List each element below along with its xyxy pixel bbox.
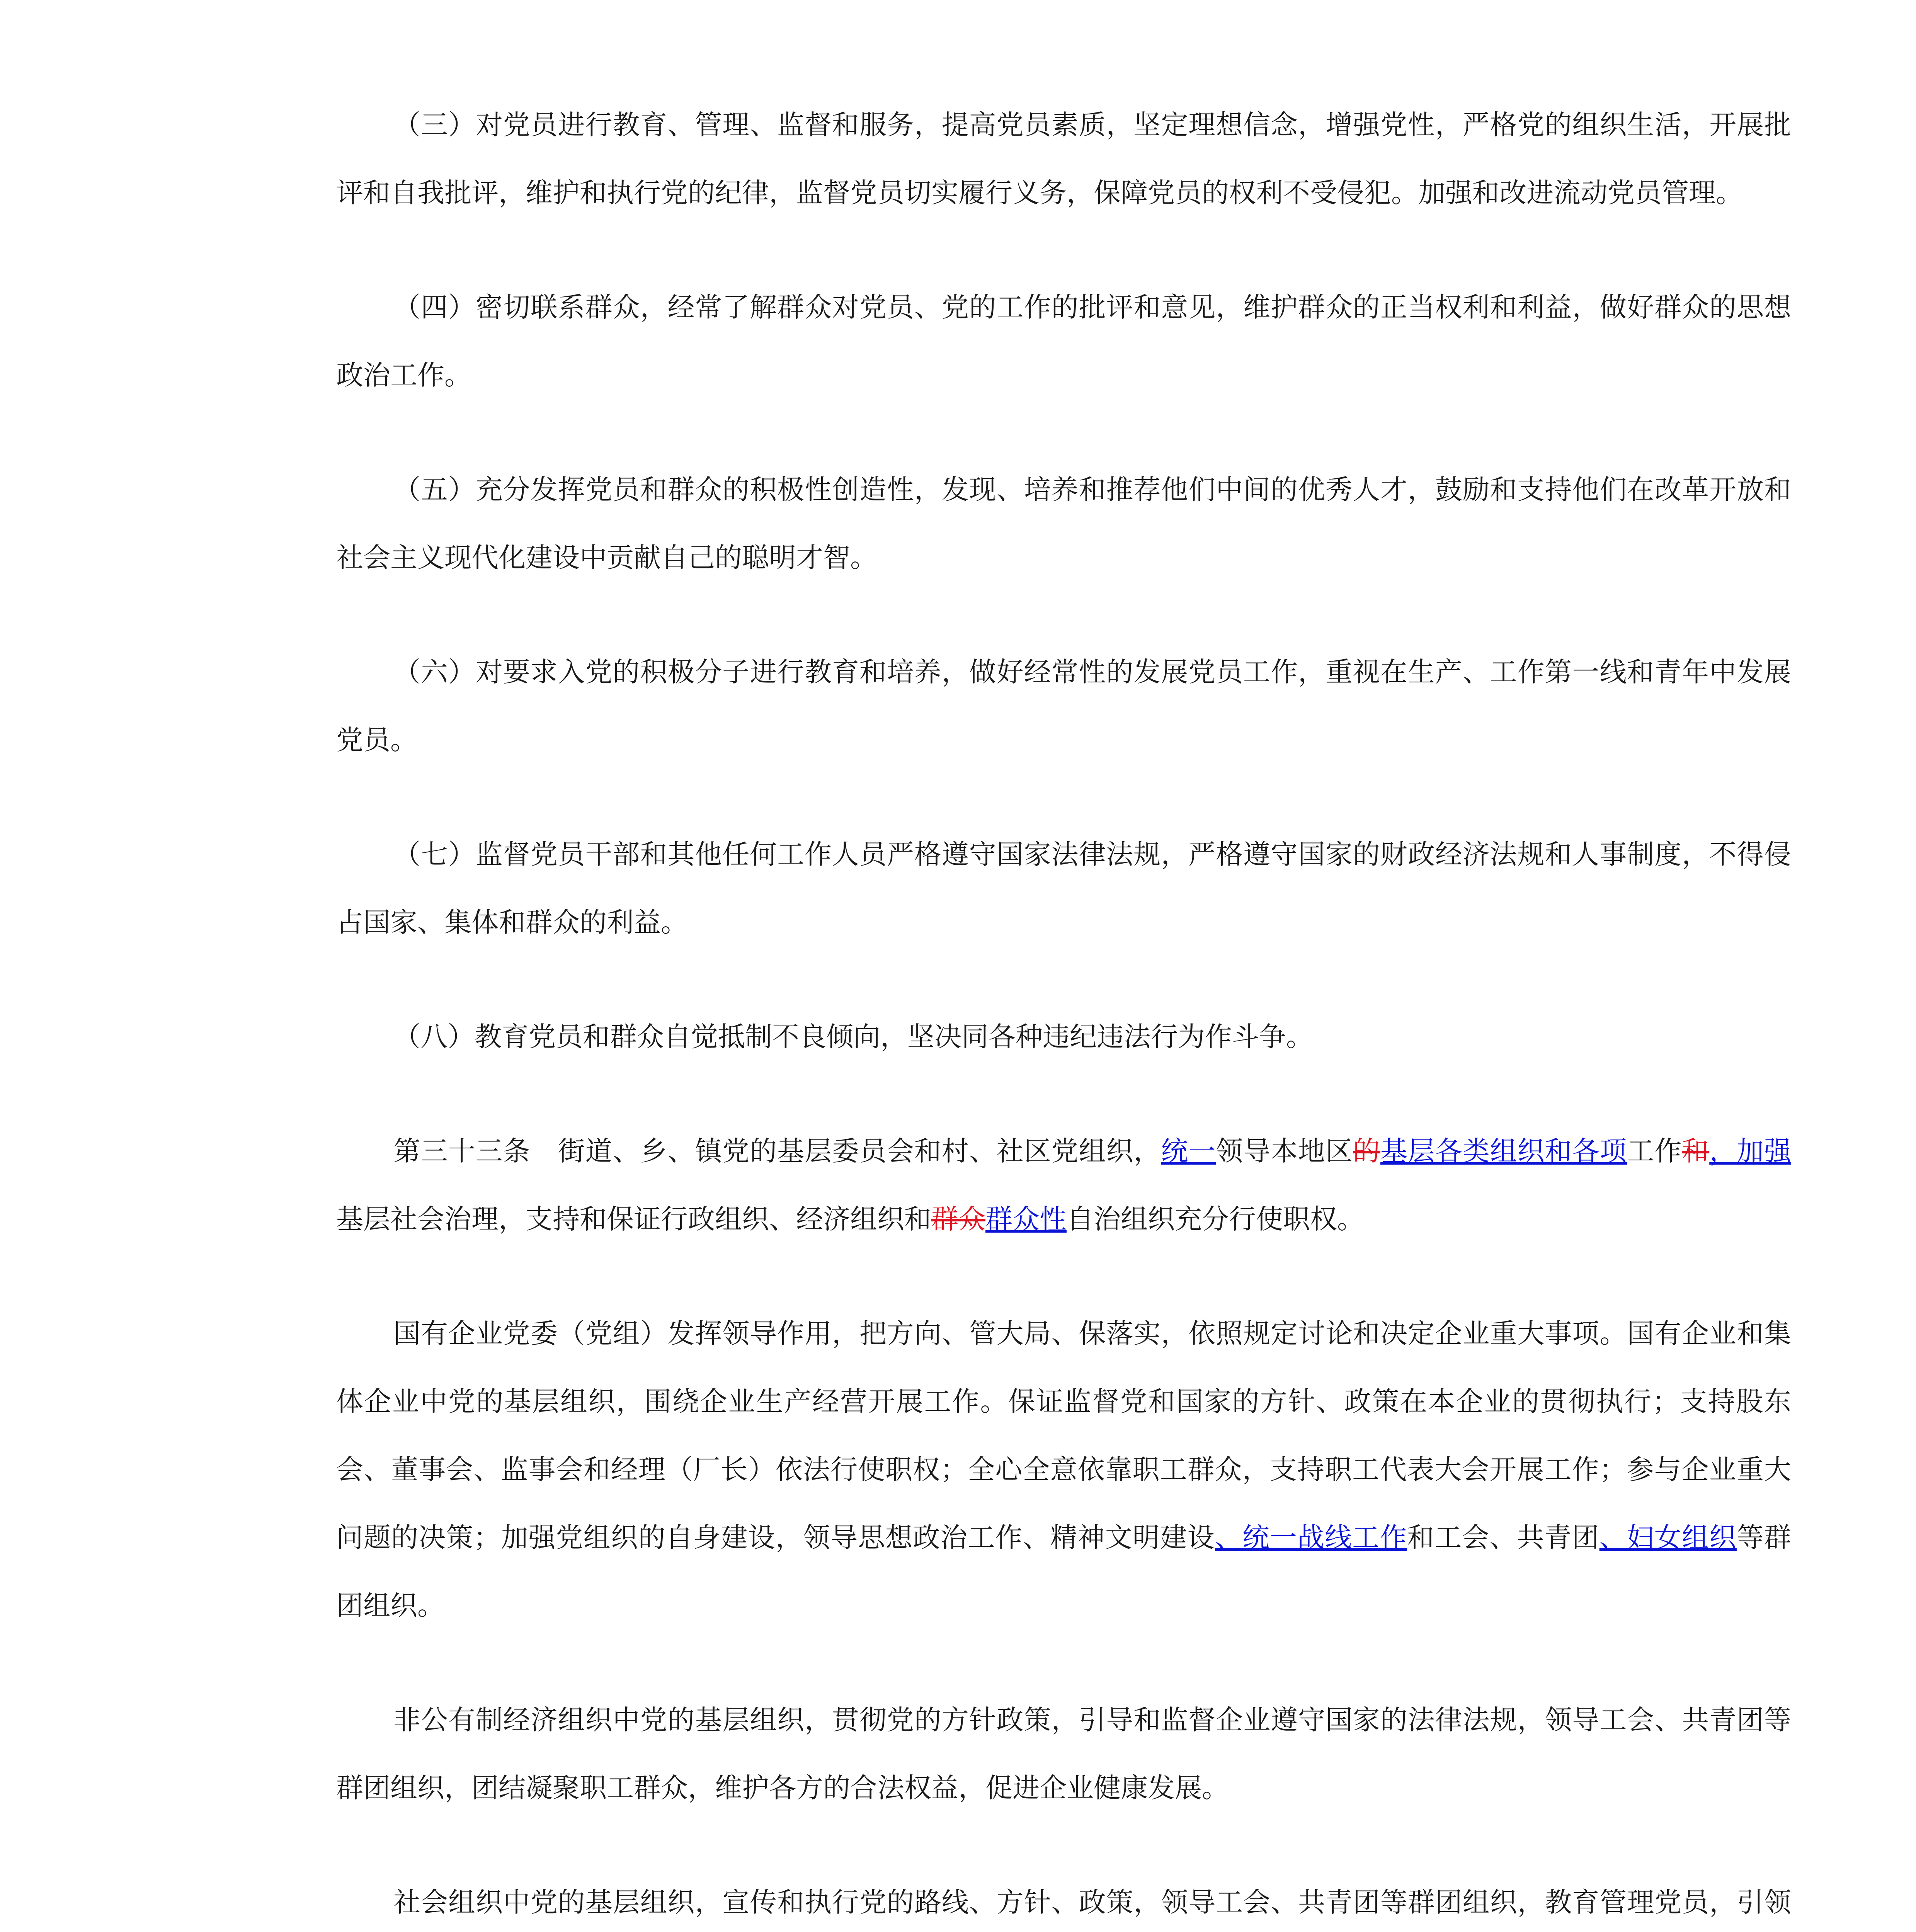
paragraph-item-6: （六）对要求入党的积极分子进行教育和培养，做好经常性的发展党员工作，重视在生产、工作第一线和青年中发展党员。 — [336, 656, 1791, 756]
deleted-text-de: 的 — [1353, 1135, 1380, 1167]
article-33-paragraph — [336, 1117, 1791, 1253]
paragraph-item-5: （五）充分发挥党员和群众的积极性创造性，发现、培养和推荐他们中间的优秀人才，鼓励和支持他们在改革开放和社会主义现代化建设中贡献自己的聪明才智。 — [336, 474, 1791, 573]
inserted-text-qunzhongxing[interactable]: 群众性 — [985, 1203, 1067, 1235]
deleted-text-he: 和 — [1682, 1135, 1710, 1167]
article-33-text-2: 领导本地区 — [1216, 1135, 1353, 1167]
soe-text-3: 等群团组织。 — [336, 1522, 1792, 1621]
inserted-text-jiceng[interactable]: 基层各类组织和各项 — [1380, 1135, 1627, 1167]
soe-text-1: 国有企业党委（党组）发挥领导作用，把方向、管大局、保落实，依照规定讨论和决定企业重大事项。国有企业和集体企业中党的基层组织，围绕企业生产经营开展工作。保证监督党和国家的方针、政策在本企业的贯彻执行；支持股东会、董事会、监事会和经理（厂长）依法行使职权；全心全意依靠职工群众，支持职工代表大会开展工作；参与企业重大问题的决策；加强党组织的自身建设，领导思想政治工作、精神文明建设 — [336, 1318, 1791, 1553]
soe-text-2: 和工会、共青团 — [1407, 1522, 1600, 1553]
paragraph-item-7: （七）监督党员干部和其他任何工作人员严格遵守国家法律法规，严格遵守国家的财政经济法规和人事制度，不得侵占国家、集体和群众的利益。 — [336, 838, 1791, 938]
deleted-text-qunzhong: 群众 — [931, 1203, 985, 1235]
inserted-text-jiaqiang[interactable]: ，加强 — [1709, 1135, 1792, 1167]
soe-paragraph — [336, 1299, 1791, 1639]
paragraph-item-4: （四）密切联系群众，经常了解群众对党员、党的工作的批评和意见，维护群众的正当权利和利益，做好群众的思想政治工作。 — [336, 291, 1791, 391]
article-33-text-3: 工作 — [1627, 1135, 1682, 1167]
inserted-text-tongyi[interactable]: 统一 — [1161, 1135, 1216, 1167]
inserted-text-united-front[interactable]: 、统一战线工作 — [1215, 1522, 1407, 1553]
social-org-paragraph: 社会组织中党的基层组织，宣传和执行党的路线、方针、政策，领导工会、共青团等群团组织，教育管理党员，引领 — [393, 1886, 1791, 1918]
article-33-text-5: 自治组织充分行使职权。 — [1067, 1203, 1364, 1235]
document-body — [336, 91, 1791, 1932]
non-public-paragraph: 非公有制经济组织中党的基层组织，贯彻党的方针政策，引导和监督企业遵守国家的法律法规，领导工会、共青团等群团组织，团结凝聚职工群众，维护各方的合法权益，促进企业健康发展。 — [336, 1704, 1791, 1804]
paragraph-item-3: （三）对党员进行教育、管理、监督和服务，提高党员素质，坚定理想信念，增强党性，严格党的组织生活，开展批评和自我批评，维护和执行党的纪律，监督党员切实履行义务，保障党员的权利不受侵犯。加强和改进流动党员管理。 — [336, 109, 1791, 209]
article-33-text-1: 第三十三条 街道、乡、镇党的基层委员会和村、社区党组织， — [393, 1135, 1161, 1167]
paragraph-item-8: （八）教育党员和群众自觉抵制不良倾向，坚决同各种违纪违法行为作斗争。 — [393, 1021, 1313, 1053]
inserted-text-women-org[interactable]: 、妇女组织 — [1599, 1522, 1737, 1553]
article-33-text-4: 基层社会治理，支持和保证行政组织、经济组织和 — [336, 1203, 931, 1235]
